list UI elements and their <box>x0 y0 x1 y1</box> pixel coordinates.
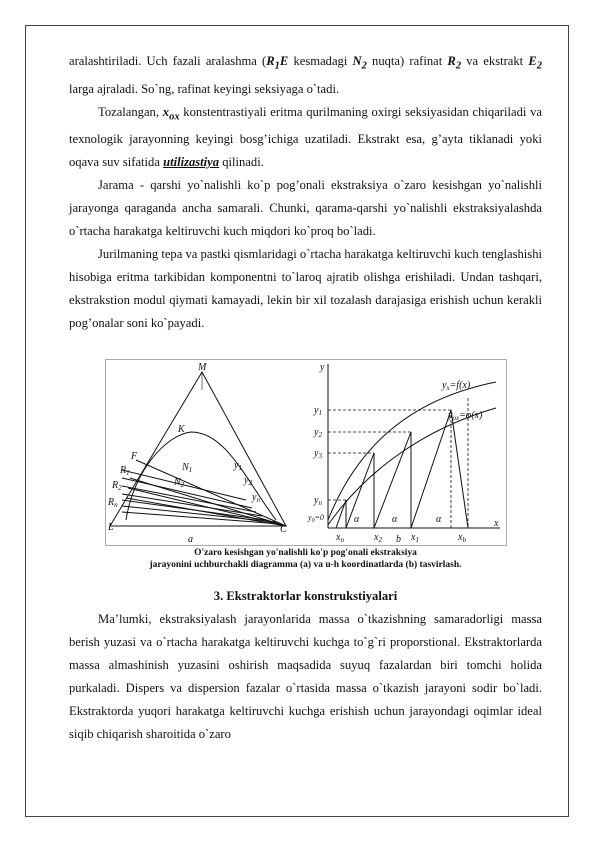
label-M: M <box>197 362 206 374</box>
paragraph-1 <box>69 50 542 101</box>
label-y2: $y_2$ <box>243 475 252 488</box>
r2-symbol: $R_2$ <box>447 54 462 72</box>
label-b: b <box>395 534 401 546</box>
text: kesmadagi <box>288 54 353 68</box>
caption-line-2: jarayonini uchburchakli diagramma (a) va u-h koordinatlarda (b) tasvirlash. <box>149 560 462 571</box>
step-line <box>411 410 468 528</box>
label-N2: $N_2$ <box>173 477 184 490</box>
x-ox-symbol: $x_{ox}$ <box>162 104 180 123</box>
text: Tozalangan, <box>98 104 163 119</box>
section-title: 3. Ekstraktorlar konstrukstiyalari <box>213 589 398 604</box>
step-line <box>346 453 374 528</box>
label-K: K <box>177 424 185 436</box>
label-y-axis: y <box>319 362 324 374</box>
label-eq-curve: $y_x=f(x)$ <box>441 380 470 393</box>
text: aralashtiriladi. Uch fazali aralashma ( <box>69 54 267 68</box>
paragraph-5: Ma’lumki, ekstraksiyalash jarayonlarida massa o`tkazishning samaradorligi massa berish yuzasi va o`rtacha harakatga keltiruvchi kuchga to`g`ri proporstional. Ekstraktorlarda massa almashinish yuzasini oshirish maqsadida suyuq fazalardan biri tomchi holida purkaladi. Dispers va dispersion fazalar o`rtasida massa o`tkazish jarayoni sodir bo`ladi. Ekstraktorda yuqori harakatga keltiruvchi kuchga erishish uchun jarayondagi oqimlar ideal siqib chiqarish sharoitida o`zaro <box>69 612 542 742</box>
text: konstentrastiyali eritma qurilmaning oxirgi seksiyasidan chiqariladi va texnologik jarayonning keyingi bosg’ichiga uzatiladi. Ekstrakt esa, g’ayta tiklanadi yoki oqava suv sifatida <box>69 104 543 170</box>
caption-line-1: O'zaro kesishgan yo'nalishli ko'p pog'onali ekstraksiya <box>194 548 417 559</box>
label-Rn: $R_n$ <box>107 497 118 510</box>
label-xn: $x_n$ <box>335 532 344 545</box>
guide-lines <box>328 398 468 528</box>
label-R2: $R_2$ <box>111 480 122 493</box>
text: nuqta) rafinat <box>366 54 448 68</box>
yx-diagram <box>328 364 500 528</box>
text: larga ajraladi. So`ng, rafinat keyingi seksiyaga o`tadi. <box>69 81 340 96</box>
label-F: F <box>130 451 137 463</box>
e2-symbol: $E_2$ <box>528 54 542 72</box>
utilization-term: utilizastiya <box>163 155 220 170</box>
label-yn: $y_n$ <box>251 492 260 505</box>
label-alpha: α <box>353 514 359 526</box>
r1e-symbol: $R_1E$ <box>266 54 289 72</box>
text: va ekstrakt <box>461 54 529 68</box>
label-y1: $y_1$ <box>313 405 322 418</box>
label-x-axis: x <box>493 518 498 530</box>
label-y2: $y_2$ <box>313 427 322 440</box>
paragraph-3: Jarama - qarshi yo`nalishli ko`p pog’onali ekstraksiya o`zaro kesishgan yo`nalishli jarayonga qaraganda ancha samarali. Chunki, qarama-qarshi yo`nalishli ekstraksiyalashda o`rtacha harakatga keltiruvchi kuch miqdori ko`proq bo`ladi. <box>69 178 542 239</box>
label-N1: $N_1$ <box>181 462 192 475</box>
label-alpha: α <box>391 514 397 526</box>
figure-caption <box>69 547 542 571</box>
label-C: C <box>279 524 287 536</box>
label-x1: $x_1$ <box>410 532 419 545</box>
step-line <box>336 500 346 528</box>
label-yn: $y_n$ <box>313 495 322 508</box>
label-alpha: α <box>435 514 441 526</box>
label-x2: $x_2$ <box>373 532 382 545</box>
label-y0: $y_0=0$ <box>307 513 324 525</box>
extraction-diagram-figure <box>105 359 507 546</box>
label-a: a <box>187 534 193 546</box>
equilibrium-curve <box>328 382 496 520</box>
label-y3: $y_3$ <box>313 448 322 461</box>
label-op-line: $y_{ox}=\varphi(x)$ <box>447 410 482 423</box>
text: qilinadi. <box>219 155 264 170</box>
paragraph-4: Jurilmaning tepa va pastki qismlaridagi o`rtacha harakatga keltiruvchi kuch tenglashishi hisobiga eritma tarkibidan komponentni to`laroq ajratib olishga erishiladi. Undan tashqari, ekstrakstion modul qiymati kamayadi, lekin bir xil tozalash darajasiga erishish uchun kerakli pog’onalar soni ko`payadi. <box>69 247 542 331</box>
diagram-svg <box>106 360 506 545</box>
label-xb: $x_b$ <box>457 532 466 545</box>
n2-symbol: $N_2$ <box>352 54 367 72</box>
mix-line <box>128 488 286 526</box>
label-R1: $R_1$ <box>119 465 130 478</box>
label-L: L <box>107 522 114 534</box>
label-y1: $y_1$ <box>233 460 242 473</box>
paragraph-2 <box>69 101 542 175</box>
document-body <box>69 50 542 746</box>
